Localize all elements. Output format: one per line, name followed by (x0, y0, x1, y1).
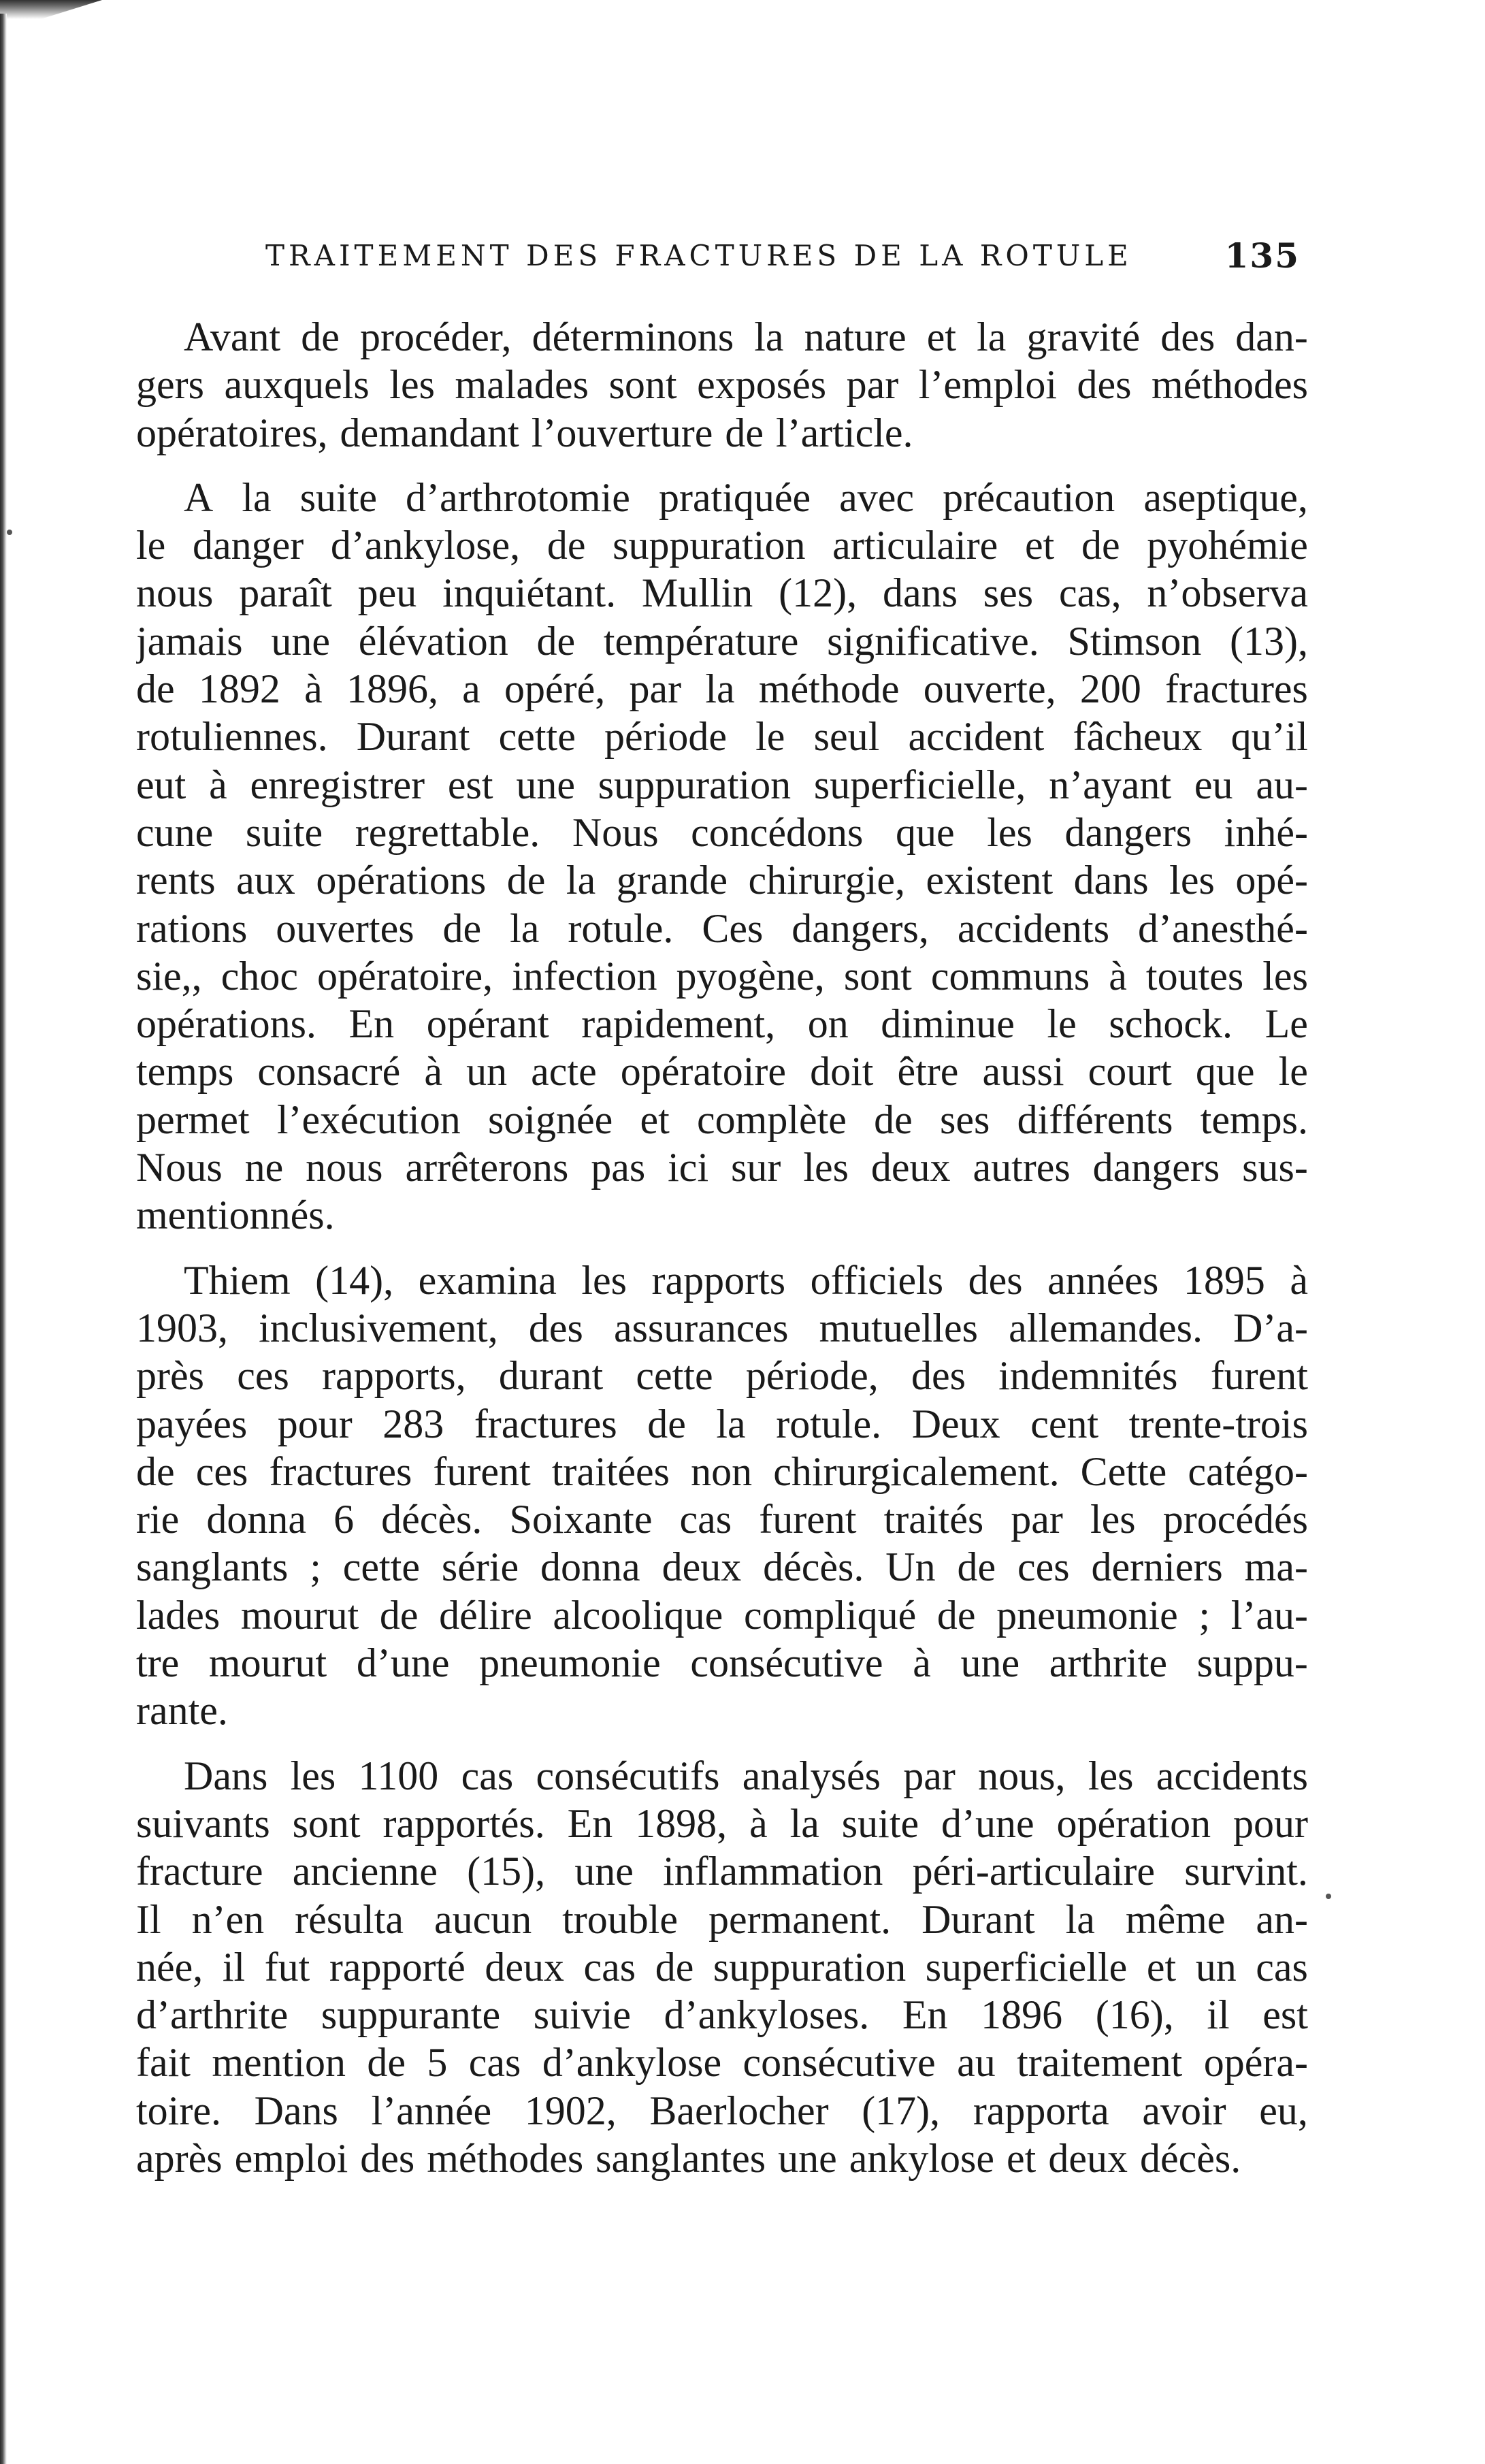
text-line: payées pour 283 fractures de la rotule. Deux cent trente-trois (136, 1401, 1308, 1446)
text-line: toire. Dans l’année 1902, Baerlocher (17), rapporta avoir eu, (136, 2088, 1308, 2133)
text-line: jamais une élévation de température significative. Stimson (13), (136, 618, 1308, 664)
page-header (265, 231, 1300, 279)
text-line: Thiem (14), examina les rapports officiels des années 1895 à (184, 1257, 1308, 1303)
text-line: de 1892 à 1896, a opéré, par la méthode ouverte, 200 fractures (136, 666, 1308, 712)
text-line: Il n’en résulta aucun trouble permanent. Durant la même an- (136, 1896, 1308, 1942)
text-line: cune suite regrettable. Nous concédons que les dangers inhé- (136, 809, 1308, 855)
text-line: rotuliennes. Durant cette période le seul accident fâcheux qu’il (136, 714, 1308, 760)
text-line: opérations. En opérant rapidement, on diminue le schock. Le (136, 1001, 1308, 1047)
page-number: 135 (1224, 235, 1300, 276)
text-line: eut à enregistrer est une suppuration superficielle, n’ayant eu au- (136, 762, 1308, 807)
paragraph (136, 1257, 1308, 1735)
text-line: sanglants ; cette série donna deux décès. Un de ces derniers ma- (136, 1544, 1308, 1590)
running-title: TRAITEMENT DES FRACTURES DE LA ROTULE (265, 238, 1132, 272)
text-line: rents aux opérations de la grande chirurgie, existent dans les opé- (136, 858, 1308, 903)
text-line: près ces rapports, durant cette période, des indemnités furent (136, 1353, 1308, 1399)
paragraph (136, 1752, 1308, 2183)
text-line: rations ouvertes de la rotule. Ces dangers, accidents d’anesthé- (136, 905, 1308, 951)
scan-speck (7, 530, 12, 535)
text-line: 1903, inclusivement, des assurances mutuelles allemandes. D’a- (136, 1305, 1308, 1350)
text-line: permet l’exécution soignée et complète de ses différents temps. (136, 1097, 1308, 1142)
text-line: tre mourut d’une pneumonie consécutive à une arthrite suppu- (136, 1640, 1308, 1686)
text-line: d’arthrite suppurante suivie d’ankyloses. En 1896 (16), il est (136, 1992, 1308, 2038)
body-text (136, 313, 1308, 2199)
paragraph (136, 313, 1308, 457)
text-line: opératoires, demandant l’ouverture de l’article. (136, 410, 913, 455)
text-line: fait mention de 5 cas d’ankylose consécutive au traitement opéra- (136, 2040, 1308, 2086)
text-line: nous paraît peu inquiétant. Mullin (12), dans ses cas, n’observa (136, 570, 1308, 616)
paragraph (136, 474, 1308, 1239)
text-line: de ces fractures furent traitées non chirurgicalement. Cette catégo- (136, 1448, 1308, 1494)
text-line: Dans les 1100 cas consécutifs analysés par nous, les accidents (184, 1753, 1308, 1798)
text-line: le danger d’ankylose, de suppuration articulaire et de pyohémie (136, 523, 1308, 568)
text-line: après emploi des méthodes sanglantes une ankylose et deux décès. (136, 2135, 1241, 2181)
text-line: rie donna 6 décès. Soixante cas furent traités par les procédés (136, 1497, 1308, 1542)
text-line: suivants sont rapportés. En 1898, à la suite d’une opération pour (136, 1800, 1308, 1846)
text-line: fracture ancienne (15), une inflammation péri-articulaire survint. (136, 1849, 1308, 1894)
text-line: rante. (136, 1688, 228, 1734)
text-line: mentionnés. (136, 1193, 335, 1238)
text-line: gers auxquels les malades sont exposés par l’emploi des méthodes (136, 362, 1308, 408)
text-line: Avant de procéder, déterminons la nature et la gravité des dan- (184, 314, 1308, 359)
text-line: née, il fut rapporté deux cas de suppuration superficielle et un cas (136, 1944, 1308, 1990)
binding-edge (0, 14, 7, 2464)
text-line: Nous ne nous arrêterons pas ici sur les deux autres dangers sus- (136, 1145, 1308, 1190)
text-line: lades mourut de délire alcoolique compliqué de pneumonie ; l’au- (136, 1592, 1308, 1638)
text-line: temps consacré à un acte opératoire doit être aussi court que le (136, 1049, 1308, 1095)
text-line: sie,, choc opératoire, infection pyogène, sont communs à toutes les (136, 953, 1308, 999)
scan-corner-artifact (0, 0, 102, 19)
scan-speck (1326, 1894, 1331, 1899)
text-line: A la suite d’arthrotomie pratiquée avec précaution aseptique, (184, 474, 1308, 520)
